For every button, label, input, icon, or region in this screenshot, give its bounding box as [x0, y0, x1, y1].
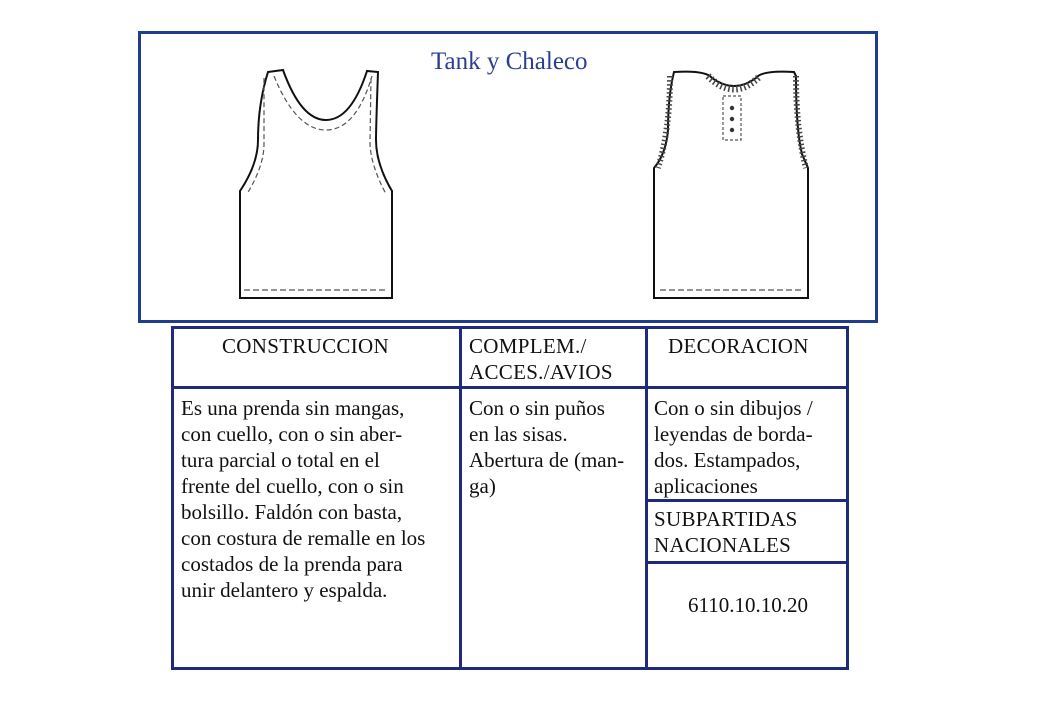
- complem-line: ga): [469, 474, 496, 498]
- subpartidas-divider: [645, 561, 846, 564]
- subpartidas-label-line2: NACIONALES: [654, 533, 792, 557]
- construccion-line: Es una prenda sin mangas,: [181, 396, 405, 420]
- construccion-line: costados de la prenda para: [181, 552, 403, 576]
- header-construccion: CONSTRUCCION: [222, 334, 389, 358]
- construccion-line: tura parcial o total en el: [181, 448, 380, 472]
- decoracion-divider: [645, 499, 846, 502]
- header-complem-line1: COMPLEM./: [469, 334, 587, 358]
- tank-top-icon: [226, 68, 396, 300]
- complem-text: [469, 395, 641, 499]
- subpartidas-label-line1: SUBPARTIDAS: [654, 507, 798, 531]
- decoracion-line: Con o sin dibujos /: [654, 396, 813, 420]
- subpartida-code: 6110.10.10.20: [688, 593, 808, 617]
- figure-title: Tank y Chaleco: [431, 48, 588, 75]
- complem-line: Con o sin puños: [469, 396, 605, 420]
- construccion-line: frente del cuello, con o sin: [181, 474, 404, 498]
- decoracion-line: leyendas de borda-: [654, 422, 813, 446]
- header-decoracion: DECORACION: [668, 334, 809, 358]
- construccion-line: unir delantero y espalda.: [181, 578, 388, 602]
- garment-figure-panel: [138, 31, 878, 323]
- header-complem-line2: ACCES./AVIOS: [469, 360, 613, 384]
- complem-line: Abertura de (man-: [469, 448, 625, 472]
- construccion-line: bolsillo. Faldón con basta,: [181, 500, 403, 524]
- construccion-text: [181, 395, 453, 603]
- complem-line: en las sisas.: [469, 422, 568, 446]
- decoracion-line: aplicaciones: [654, 474, 758, 498]
- decoracion-text: [654, 395, 842, 499]
- decoracion-line: dos. Estampados,: [654, 448, 801, 472]
- construccion-line: con cuello, con o sin aber-: [181, 422, 403, 446]
- construccion-line: con costura de remalle en los: [181, 526, 426, 550]
- vest-with-placket-icon: [646, 68, 821, 300]
- specification-table: [171, 326, 849, 670]
- header-divider: [174, 386, 846, 389]
